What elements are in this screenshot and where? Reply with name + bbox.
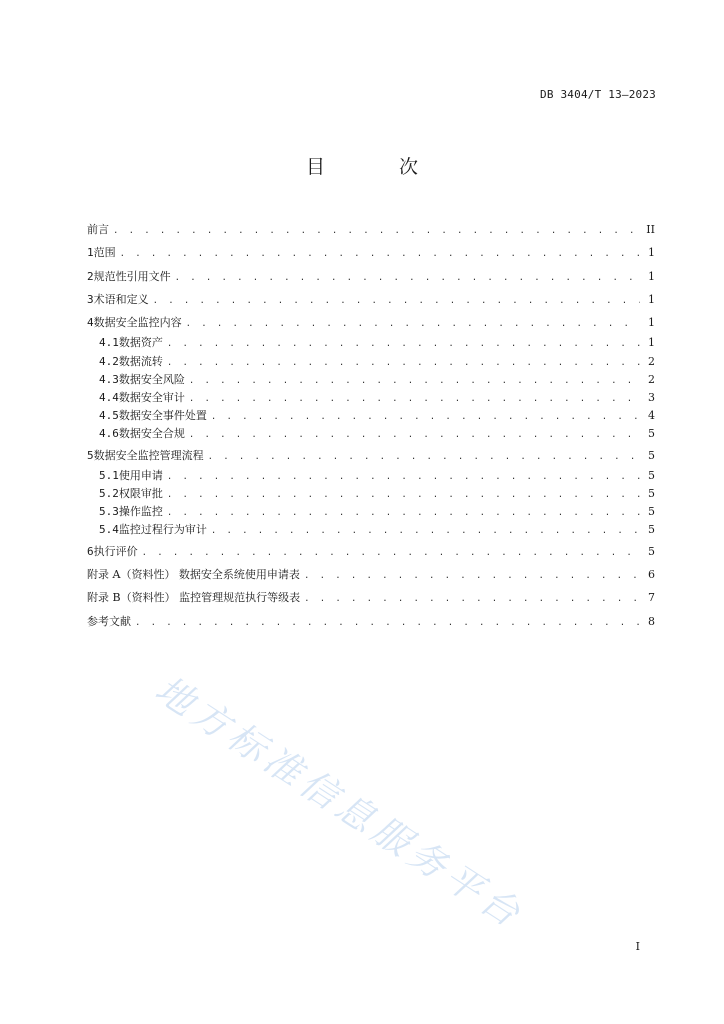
toc-entry-label: 数据安全监控内容 — [93, 316, 182, 330]
toc-entry-label: 术语和定义 — [93, 292, 149, 306]
toc-leader-dots — [113, 220, 640, 243]
toc-entry-page: 2 — [648, 372, 655, 386]
toc-entry-number: 2 — [87, 269, 94, 283]
toc-leader-dots — [189, 426, 640, 444]
toc-leader-dots — [189, 390, 640, 408]
toc-entry-label: 数据流转 — [118, 354, 163, 368]
toc-entry-number: 4.3 — [99, 372, 119, 386]
toc-entry-label: 范围 — [93, 246, 116, 260]
toc-entry-label: 规范性引用文件 — [93, 269, 171, 283]
toc-entry-label: 操作监控 — [118, 505, 163, 519]
toc-entry-number: 5.1 — [99, 468, 119, 482]
toc-leader-dots — [167, 354, 640, 372]
toc-entry-page: 1 — [648, 292, 655, 306]
toc-entry-label: 附录 B（资料性） 监控管理规范执行等级表 — [87, 591, 301, 605]
toc-leader-dots — [167, 335, 640, 353]
toc-entry[interactable] — [87, 444, 655, 467]
toc-entry-page: 1 — [648, 246, 655, 260]
toc-entry-label: 附录 A（资料性） 数据安全系统使用申请表 — [87, 567, 300, 581]
toc-entry-page: 1 — [648, 269, 655, 283]
toc-entry-label: 使用申请 — [118, 468, 163, 482]
toc-entry[interactable] — [87, 389, 655, 407]
toc-leader-dots — [304, 588, 640, 611]
toc-entry-label: 数据资产 — [118, 336, 163, 350]
toc-title: 目 次 — [305, 156, 453, 178]
toc-entry-number: 4.4 — [99, 391, 119, 405]
toc-leader-dots — [167, 504, 640, 522]
toc-entry-page: 7 — [648, 591, 655, 605]
toc-entry[interactable] — [87, 334, 655, 352]
toc-leader-dots — [120, 243, 640, 266]
toc-entry-number: 5.4 — [99, 523, 119, 537]
toc-entry-number: 5 — [87, 448, 94, 462]
toc-entry-number: 4.5 — [99, 409, 119, 423]
toc-entry-label: 数据安全合规 — [118, 427, 185, 441]
toc-leader-dots — [135, 612, 640, 635]
toc-entry-number: 6 — [87, 544, 94, 558]
toc-entry[interactable] — [87, 467, 655, 485]
toc-entry[interactable] — [87, 521, 655, 539]
toc-entry-page: 5 — [648, 505, 655, 519]
toc-entry-label: 监控过程行为审计 — [118, 523, 207, 537]
toc-entry-label: 前言 — [87, 223, 109, 236]
toc-entry[interactable] — [87, 265, 655, 288]
toc-entry-page: 1 — [648, 316, 655, 330]
toc-entry[interactable] — [87, 540, 655, 563]
toc-leader-dots — [153, 290, 640, 313]
toc-entry-label: 数据安全风险 — [118, 372, 185, 386]
toc-entry-number: 1 — [87, 246, 94, 260]
toc-leader-dots — [304, 565, 640, 588]
watermark: 地方标准信息服务平台 — [147, 667, 532, 938]
toc-entry-page: 5 — [648, 523, 655, 537]
toc-entry-number: 3 — [87, 292, 94, 306]
toc-entry-page: 4 — [648, 409, 655, 423]
toc-leader-dots — [189, 372, 640, 390]
toc-entry-page: 6 — [648, 567, 655, 581]
toc-entry-number: 4.6 — [99, 427, 119, 441]
toc-entry[interactable] — [87, 353, 655, 371]
toc-entry-page: 3 — [648, 391, 655, 405]
page-number: I — [635, 940, 640, 953]
toc-entry[interactable] — [87, 485, 655, 503]
toc-entry[interactable] — [87, 407, 655, 425]
toc-entry-label: 参考文献 — [87, 614, 131, 628]
toc-entry-page: 5 — [648, 487, 655, 501]
toc-entry-page: 2 — [648, 354, 655, 368]
toc-leader-dots — [208, 446, 640, 469]
toc-entry-label: 数据安全审计 — [118, 391, 185, 405]
toc-entry[interactable] — [87, 563, 655, 586]
table-of-contents — [87, 218, 655, 633]
toc-entry[interactable] — [87, 241, 655, 264]
toc-entry-page: 5 — [648, 468, 655, 482]
toc-entry-page: 5 — [648, 544, 655, 558]
toc-entry[interactable] — [87, 371, 655, 389]
toc-entry-label: 数据安全监控管理流程 — [93, 448, 204, 462]
toc-entry-number: 5.3 — [99, 505, 119, 519]
toc-entry[interactable] — [87, 586, 655, 609]
toc-entry-number: 5.2 — [99, 487, 119, 501]
document-code: DB 3404/T 13—2023 — [540, 88, 656, 101]
toc-entry-page: 8 — [648, 614, 655, 628]
toc-entry[interactable] — [87, 503, 655, 521]
toc-entry-page: 5 — [648, 448, 655, 462]
toc-entry[interactable] — [87, 218, 655, 241]
toc-entry-number: 4.2 — [99, 354, 119, 368]
toc-leader-dots — [167, 468, 640, 486]
toc-entry-page: 5 — [648, 427, 655, 441]
toc-entry[interactable] — [87, 425, 655, 443]
toc-entry[interactable] — [87, 610, 655, 633]
toc-entry-number: 4.1 — [99, 336, 119, 350]
toc-entry[interactable] — [87, 311, 655, 334]
toc-leader-dots — [167, 486, 640, 504]
toc-entry-page: 1 — [648, 336, 655, 350]
toc-leader-dots — [211, 408, 640, 426]
toc-leader-dots — [186, 313, 640, 336]
toc-leader-dots — [175, 267, 640, 290]
toc-entry-label: 执行评价 — [93, 544, 138, 558]
toc-entry-label: 数据安全事件处置 — [118, 409, 207, 423]
toc-leader-dots — [142, 542, 640, 565]
toc-entry-label: 权限审批 — [118, 487, 163, 501]
toc-leader-dots — [211, 522, 640, 540]
toc-entry-number: 4 — [87, 316, 94, 330]
toc-entry-page: II — [646, 223, 655, 236]
toc-entry[interactable] — [87, 288, 655, 311]
